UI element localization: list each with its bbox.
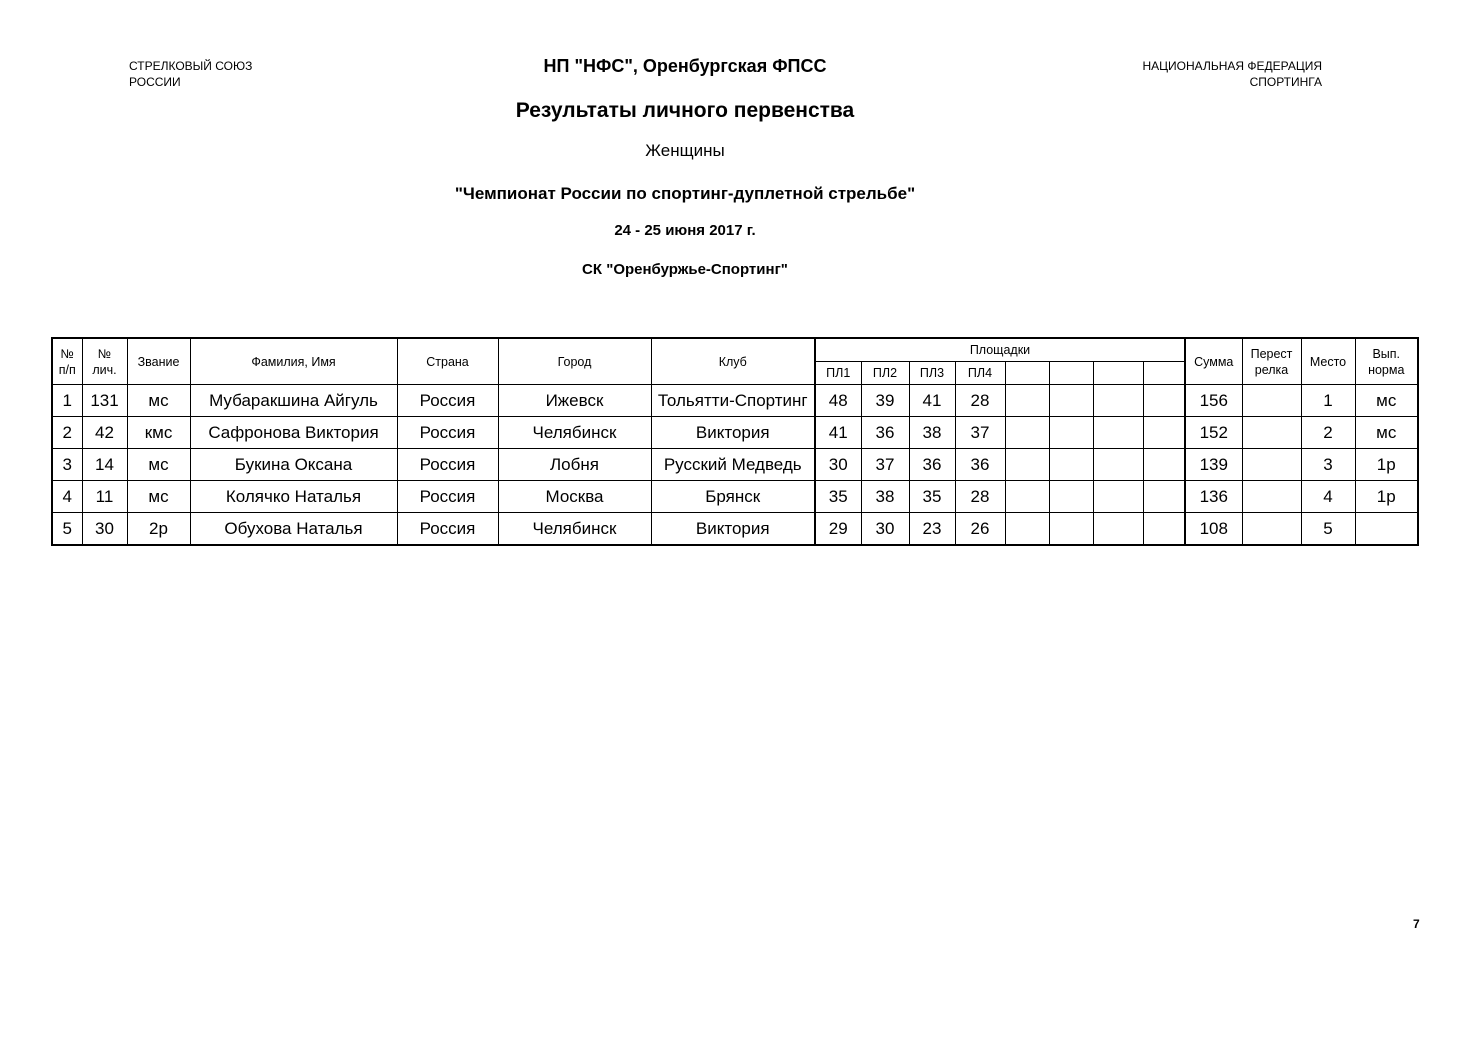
cell-sum: 152 bbox=[1185, 417, 1242, 449]
cell-place: 3 bbox=[1301, 449, 1355, 481]
cell-id: 131 bbox=[82, 385, 127, 417]
cell-pl8 bbox=[1143, 385, 1185, 417]
cell-country: Россия bbox=[397, 385, 498, 417]
cell-pl2: 30 bbox=[861, 513, 909, 546]
cell-place: 2 bbox=[1301, 417, 1355, 449]
col-header-place: Место bbox=[1301, 338, 1355, 385]
event-venue: СК "Оренбуржье-Спортинг" bbox=[582, 261, 788, 278]
cell-norm bbox=[1355, 513, 1418, 546]
cell-rank: мс bbox=[127, 449, 190, 481]
cell-pl5 bbox=[1005, 449, 1049, 481]
cell-pl6 bbox=[1049, 417, 1093, 449]
cell-pl6 bbox=[1049, 513, 1093, 546]
col-header-name: Фамилия, Имя bbox=[190, 338, 397, 385]
cell-pl7 bbox=[1093, 385, 1143, 417]
cell-rank: мс bbox=[127, 481, 190, 513]
cell-city: Москва bbox=[498, 481, 651, 513]
cell-club: Русский Медведь bbox=[651, 449, 815, 481]
cell-club: Брянск bbox=[651, 481, 815, 513]
cell-place: 4 bbox=[1301, 481, 1355, 513]
cell-pl5 bbox=[1005, 417, 1049, 449]
federation-right-line1: НАЦИОНАЛЬНАЯ ФЕДЕРАЦИЯ bbox=[1142, 59, 1322, 73]
cell-shootoff bbox=[1242, 417, 1301, 449]
event-dates: 24 - 25 июня 2017 г. bbox=[614, 222, 756, 239]
cell-pl7 bbox=[1093, 449, 1143, 481]
cell-pl6 bbox=[1049, 385, 1093, 417]
cell-sum: 136 bbox=[1185, 481, 1242, 513]
col-header-pl1: ПЛ1 bbox=[815, 362, 861, 385]
cell-norm: мс bbox=[1355, 417, 1418, 449]
federation-left-line2: РОССИИ bbox=[129, 75, 181, 89]
cell-pl7 bbox=[1093, 481, 1143, 513]
cell-country: Россия bbox=[397, 449, 498, 481]
cell-sum: 156 bbox=[1185, 385, 1242, 417]
cell-pl1: 41 bbox=[815, 417, 861, 449]
cell-norm: 1р bbox=[1355, 449, 1418, 481]
cell-id: 14 bbox=[82, 449, 127, 481]
cell-pl1: 29 bbox=[815, 513, 861, 546]
cell-pl2: 36 bbox=[861, 417, 909, 449]
cell-country: Россия bbox=[397, 513, 498, 546]
cell-pl4: 26 bbox=[955, 513, 1005, 546]
col-header-sum: Сумма bbox=[1185, 338, 1242, 385]
table-row bbox=[52, 481, 1418, 513]
cell-pl3: 23 bbox=[909, 513, 955, 546]
cell-name: Мубаракшина Айгуль bbox=[190, 385, 397, 417]
cell-pl1: 35 bbox=[815, 481, 861, 513]
federation-left-line1: СТРЕЛКОВЫЙ СОЮЗ bbox=[129, 59, 253, 73]
category: Женщины bbox=[645, 141, 725, 160]
cell-pl7 bbox=[1093, 513, 1143, 546]
organizer: НП "НФС", Оренбургская ФПСС bbox=[543, 56, 827, 76]
cell-rank: кмс bbox=[127, 417, 190, 449]
cell-name: Букина Оксана bbox=[190, 449, 397, 481]
cell-id: 30 bbox=[82, 513, 127, 546]
cell-place: 1 bbox=[1301, 385, 1355, 417]
cell-pl4: 36 bbox=[955, 449, 1005, 481]
cell-pl3: 41 bbox=[909, 385, 955, 417]
cell-country: Россия bbox=[397, 481, 498, 513]
cell-sum: 139 bbox=[1185, 449, 1242, 481]
col-header-city: Город bbox=[498, 338, 651, 385]
page-title: Результаты личного первенства bbox=[515, 99, 855, 122]
cell-id: 42 bbox=[82, 417, 127, 449]
cell-pl4: 37 bbox=[955, 417, 1005, 449]
col-header-pl5 bbox=[1005, 362, 1049, 385]
cell-sum: 108 bbox=[1185, 513, 1242, 546]
cell-pl8 bbox=[1143, 481, 1185, 513]
page-number: 7 bbox=[1413, 917, 1420, 931]
cell-shootoff bbox=[1242, 449, 1301, 481]
cell-norm: мс bbox=[1355, 385, 1418, 417]
col-header-shootoff: Перест релка bbox=[1242, 338, 1301, 385]
cell-pl8 bbox=[1143, 513, 1185, 546]
table-row bbox=[52, 385, 1418, 417]
cell-shootoff bbox=[1242, 385, 1301, 417]
cell-place: 5 bbox=[1301, 513, 1355, 546]
col-header-country: Страна bbox=[397, 338, 498, 385]
col-header-norm: Вып. норма bbox=[1355, 338, 1418, 385]
cell-city: Челябинск bbox=[498, 513, 651, 546]
cell-name: Обухова Наталья bbox=[190, 513, 397, 546]
col-header-pl4: ПЛ4 bbox=[955, 362, 1005, 385]
col-header-pl6 bbox=[1049, 362, 1093, 385]
cell-norm: 1р bbox=[1355, 481, 1418, 513]
cell-pl7 bbox=[1093, 417, 1143, 449]
col-header-pl3: ПЛ3 bbox=[909, 362, 955, 385]
cell-pl2: 39 bbox=[861, 385, 909, 417]
table-row bbox=[52, 449, 1418, 481]
cell-club: Тольятти-Спортинг bbox=[651, 385, 815, 417]
cell-pl6 bbox=[1049, 481, 1093, 513]
cell-pl2: 38 bbox=[861, 481, 909, 513]
col-header-id: № лич. bbox=[82, 338, 127, 385]
cell-shootoff bbox=[1242, 513, 1301, 546]
cell-country: Россия bbox=[397, 417, 498, 449]
col-header-pl8 bbox=[1143, 362, 1185, 385]
cell-rank: мс bbox=[127, 385, 190, 417]
cell-pl2: 37 bbox=[861, 449, 909, 481]
cell-num: 3 bbox=[52, 449, 82, 481]
cell-name: Колячко Наталья bbox=[190, 481, 397, 513]
col-header-grounds: Площадки bbox=[815, 338, 1185, 362]
cell-rank: 2р bbox=[127, 513, 190, 546]
col-header-club: Клуб bbox=[651, 338, 815, 385]
federation-right-line2: СПОРТИНГА bbox=[1249, 75, 1322, 89]
cell-pl4: 28 bbox=[955, 481, 1005, 513]
event-name: "Чемпионат России по спортинг-дуплетной стрельбе" bbox=[454, 184, 916, 203]
cell-city: Челябинск bbox=[498, 417, 651, 449]
cell-pl8 bbox=[1143, 449, 1185, 481]
col-header-num: № п/п bbox=[52, 338, 82, 385]
results-table bbox=[51, 337, 1419, 546]
cell-club: Виктория bbox=[651, 513, 815, 546]
cell-pl5 bbox=[1005, 513, 1049, 546]
cell-id: 11 bbox=[82, 481, 127, 513]
table-row bbox=[52, 513, 1418, 546]
col-header-rank: Звание bbox=[127, 338, 190, 385]
cell-name: Сафронова Виктория bbox=[190, 417, 397, 449]
cell-num: 4 bbox=[52, 481, 82, 513]
cell-city: Ижевск bbox=[498, 385, 651, 417]
cell-pl1: 30 bbox=[815, 449, 861, 481]
cell-pl5 bbox=[1005, 385, 1049, 417]
table-row bbox=[52, 417, 1418, 449]
col-header-pl7 bbox=[1093, 362, 1143, 385]
cell-pl3: 38 bbox=[909, 417, 955, 449]
cell-pl3: 35 bbox=[909, 481, 955, 513]
cell-city: Лобня bbox=[498, 449, 651, 481]
cell-num: 1 bbox=[52, 385, 82, 417]
cell-pl3: 36 bbox=[909, 449, 955, 481]
cell-num: 5 bbox=[52, 513, 82, 546]
cell-pl8 bbox=[1143, 417, 1185, 449]
cell-pl5 bbox=[1005, 481, 1049, 513]
cell-shootoff bbox=[1242, 481, 1301, 513]
cell-num: 2 bbox=[52, 417, 82, 449]
cell-club: Виктория bbox=[651, 417, 815, 449]
cell-pl6 bbox=[1049, 449, 1093, 481]
cell-pl1: 48 bbox=[815, 385, 861, 417]
cell-pl4: 28 bbox=[955, 385, 1005, 417]
col-header-pl2: ПЛ2 bbox=[861, 362, 909, 385]
